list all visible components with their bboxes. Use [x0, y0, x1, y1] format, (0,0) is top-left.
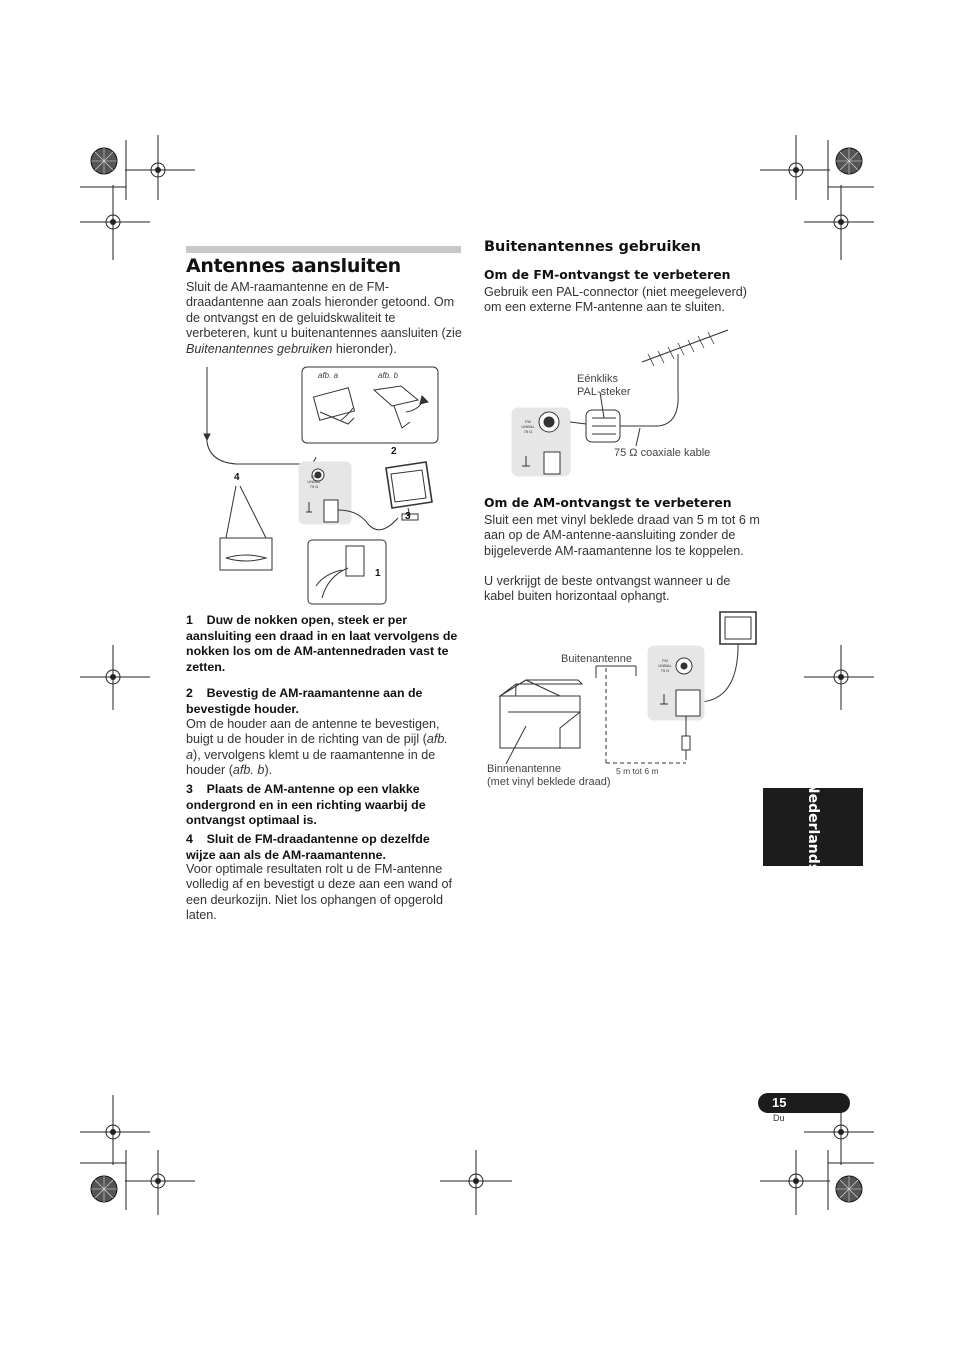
section-title-outdoor: Buitenantennes gebruiken: [484, 239, 701, 255]
am-fm-antenna-figure: [196, 362, 462, 606]
callout-4: 4: [234, 472, 240, 483]
fm-body: Gebruik een PAL-connector (niet meegeleverd) om een externe FM-antenne aan te sluiten.: [484, 285, 747, 315]
fm-jack-label: FM UNBAL 75 Ω: [307, 474, 321, 489]
step-4-title: 4 Sluit de FM-draadantenne op dezelfde wijze aan als de AM-raamantenne.: [186, 832, 430, 862]
am-body-1: Sluit een met vinyl beklede draad van 5 m tot 6 m aan op de AM-antenne-aansluiting zonder de bijgeleverde AM-raamantenne los te koppelen.: [484, 513, 760, 558]
callout-1: 1: [375, 568, 381, 579]
am-heading: Om de AM-ontvangst te verbeteren: [484, 495, 732, 510]
callout-2: 2: [391, 446, 397, 457]
step-3: 3 Plaats de AM-antenne op een vlakke ondergrond en in een richting waarbij de ontvangst optimaal is.: [186, 782, 426, 828]
language-tab: [763, 781, 863, 873]
indoor-antenna-label: Binnenantenne (met vinyl beklede draad): [487, 763, 611, 788]
am-outdoor-figure: [486, 608, 762, 794]
section-rule: [186, 246, 461, 253]
step-2-body: Om de houder aan de antenne te bevestigen, buigt u de houder in de richting van de pijl (afb. a), vervolgens klemt u de raamantenne in de houder (afb. b).: [186, 717, 448, 778]
am-body-2: U verkrijgt de beste ontvangst wanneer u de kabel buiten horizontaal ophangt.: [484, 574, 731, 604]
intro-paragraph: Sluit de AM-raamantenne en de FM-draadantenne aan zoals hieronder getoond. Om de ontvangst en de geluidskwaliteit te verbeteren, kunt u buitenantennes aansluiten (zie Buitenantennes gebruiken hieronder).: [186, 280, 462, 356]
fm-jack-label-3: FM UNBAL 75 Ω: [658, 658, 672, 673]
step-1: 1 Duw de nokken open, steek er per aansluiting een draad in en laat vervolgens de nokken los om de AM-antennedraden vast te zetten.: [186, 613, 458, 674]
afb-b-label: afb. b: [378, 371, 399, 380]
fm-jack-label-2: FM UNBAL 75 Ω: [521, 419, 535, 434]
callout-3: 3: [405, 511, 411, 522]
distance-label: 5 m tot 6 m: [616, 766, 659, 776]
step-4-body: Voor optimale resultaten rolt u de FM-antenne volledig af en bevestigt u deze aan een wand of een deurkozijn. Niet los ophangen of opgerold laten.: [186, 862, 453, 923]
fm-heading: Om de FM-ontvangst te verbeteren: [484, 267, 731, 282]
page-number: 15: [772, 1095, 787, 1110]
pal-plug-label: Eénkliks PAL-steker: [577, 373, 631, 398]
fm-outdoor-figure: [508, 322, 762, 482]
afb-a-label: afb. a: [318, 371, 339, 380]
outdoor-antenna-label: Buitenantenne: [561, 653, 632, 665]
coax-cable-label: 75 Ω coaxiale kable: [614, 447, 711, 459]
intro-reference: Buitenantennes gebruiken: [186, 341, 333, 356]
step-2-title: 2 Bevestig de AM-raamantenne aan de bevestigde houder.: [186, 686, 423, 716]
page-title: Antennes aansluiten: [186, 255, 401, 277]
antenna-connection-illustration: [196, 362, 462, 606]
page-number-tab: [758, 1093, 850, 1113]
language-tab-label: Nederlands: [805, 781, 821, 873]
page-language-code: Du: [773, 1113, 785, 1123]
